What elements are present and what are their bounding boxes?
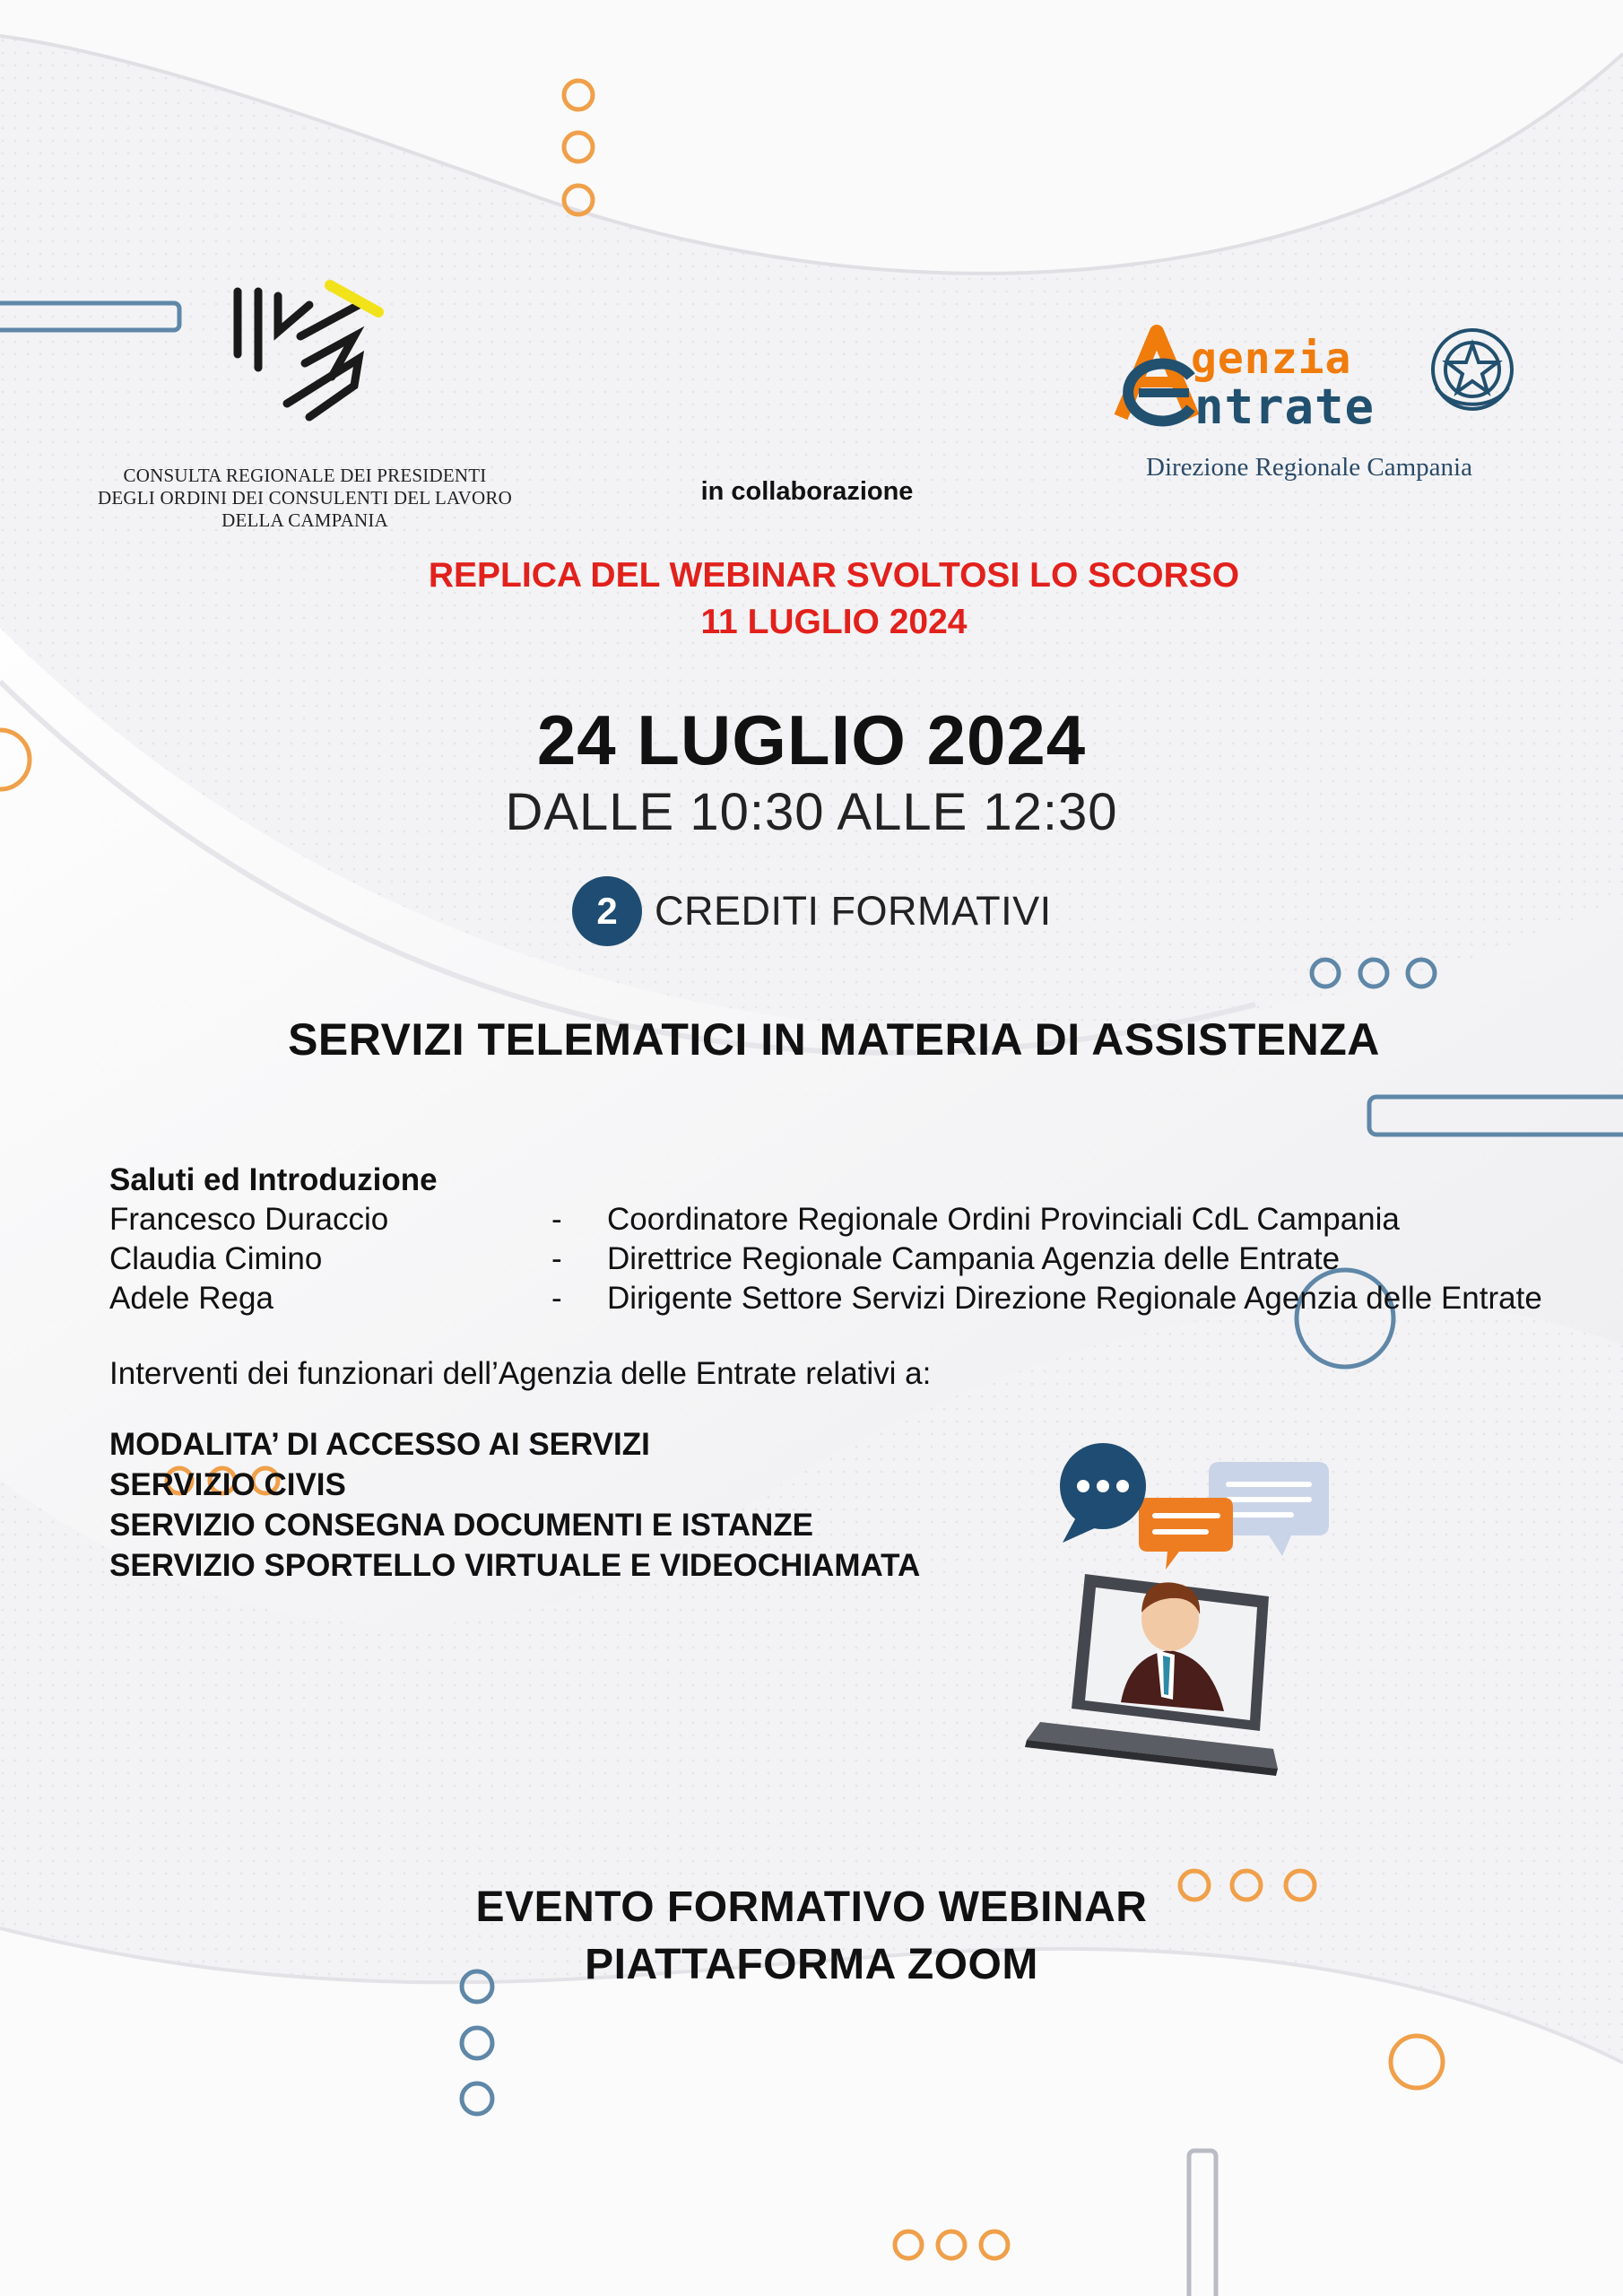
saluti-heading: Saluti ed Introduzione [109,1162,438,1197]
speaker-role: Direttrice Regionale Campania Agenzia delle Entrate [607,1241,1341,1276]
consulta-logo-icon [224,269,395,439]
credits-label: CREDITI FORMATIVI [655,888,1052,934]
collaboration-text: in collaborazione [700,477,914,506]
interventi-text: Interventi dei funzionari dell’Agenzia delle Entrate relativi a: [109,1356,932,1391]
video-call-illustration-icon [1022,1435,1345,1794]
speaker-dash: - [551,1202,562,1237]
service-item: SERVIZIO CONSEGNA DOCUMENTI E ISTANZE [109,1508,813,1543]
event-format-line-2: PIATTAFORMA ZOOM [585,1941,1038,1988]
credits-badge: 2 [572,876,642,946]
event-time: DALLE 10:30 ALLE 12:30 [505,783,1118,841]
services-list [109,1424,920,1586]
service-item: MODALITA’ DI ACCESSO AI SERVIZI [109,1427,650,1462]
event-format [269,1879,1354,1994]
replica-notice [179,552,1488,646]
consulta-line: DEGLI ORDINI DEI CONSULENTI DEL LAVORO [98,487,512,509]
replica-line-1: REPLICA DEL WEBINAR SVOLTOSI LO SCORSO [428,556,1240,595]
consulta-line: CONSULTA REGIONALE DEI PRESIDENTI [123,465,487,486]
agenzia-word: genzia [1191,334,1352,384]
consulta-line: DELLA CAMPANIA [221,509,388,531]
speaker-name: Francesco Duraccio [109,1202,389,1237]
speaker-row [109,1281,1598,1320]
entrate-word: ntrate [1194,378,1376,435]
speaker-name: Claudia Cimino [109,1241,323,1276]
speaker-name: Adele Rega [109,1281,273,1316]
republic-emblem-icon [1428,325,1517,414]
speaker-row [109,1202,1598,1241]
service-item: SERVIZIO SPORTELLO VIRTUALE E VIDEOCHIAMATA [109,1548,921,1583]
speaker-dash: - [551,1281,562,1316]
speaker-row [109,1241,1598,1281]
speaker-role: Coordinatore Regionale Ordini Provinciali CdL Campania [607,1202,1400,1237]
event-date: 24 LUGLIO 2024 [536,700,1087,779]
replica-line-2: 11 LUGLIO 2024 [700,603,968,641]
service-item: SERVIZIO CIVIS [109,1467,346,1502]
agenzia-subtitle: Direzione Regionale Campania [1146,453,1472,482]
speaker-role: Dirigente Settore Servizi Direzione Regionale Agenzia delle Entrate [607,1281,1542,1316]
speaker-dash: - [551,1241,562,1276]
event-format-line-1: EVENTO FORMATIVO WEBINAR [475,1883,1148,1931]
event-topic: SERVIZI TELEMATICI IN MATERIA DI ASSISTENZA [288,1014,1380,1065]
consulta-name [54,465,556,532]
